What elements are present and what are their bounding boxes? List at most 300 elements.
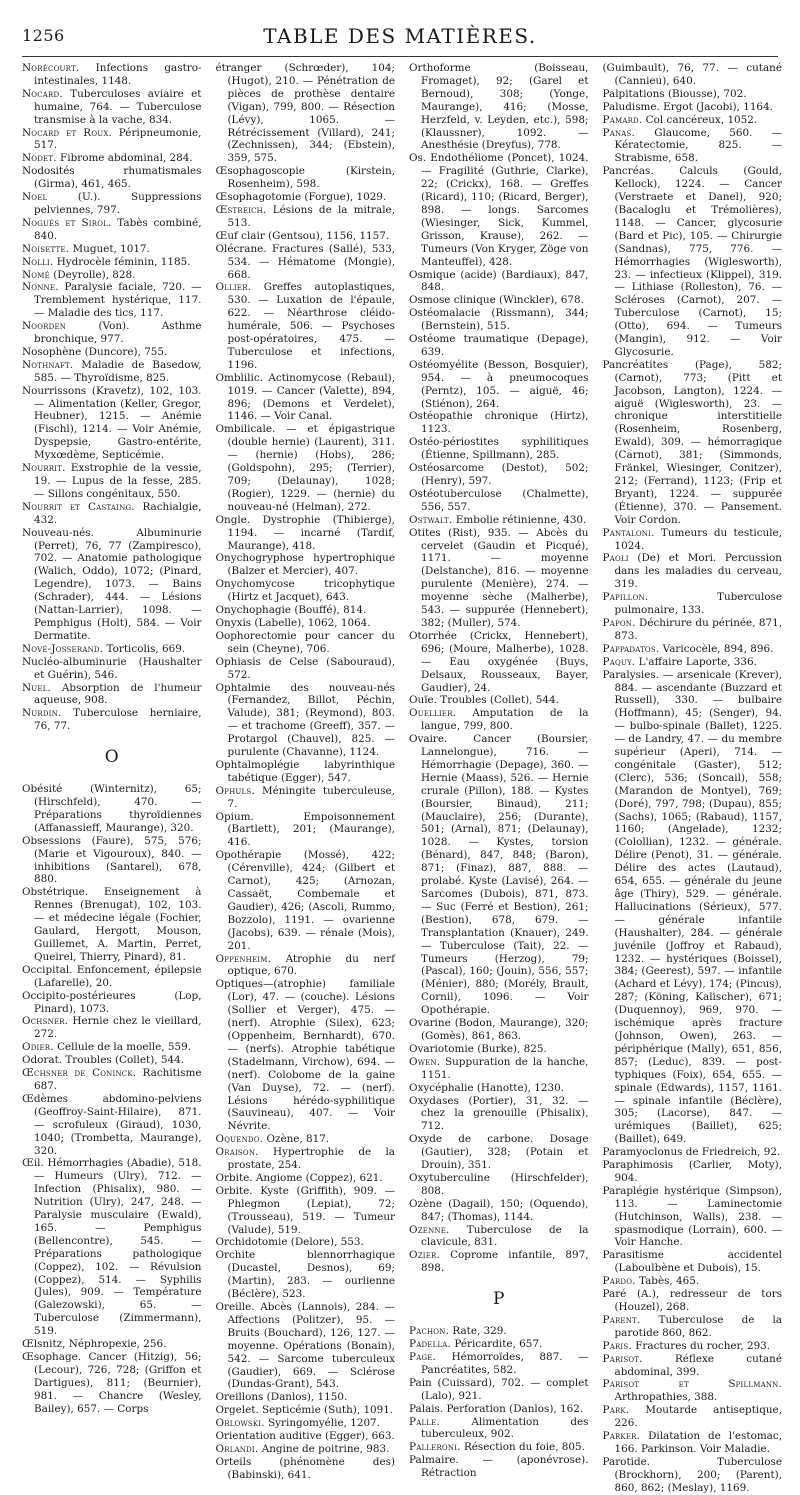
index-entry <box>216 978 396 1133</box>
index-entry-text: Olécrane. Fractures (Sallé), 533, 534. — Hématome (Mongie), 668. <box>215 242 395 281</box>
index-entry <box>22 835 202 887</box>
index-entry <box>22 243 202 256</box>
index-entry <box>409 1249 589 1275</box>
index-entry <box>216 1456 396 1482</box>
index-entry-text: (Von). Asthme bronchique, 977. <box>34 320 202 346</box>
index-entry-name: Palleroni. <box>409 1441 461 1454</box>
index-entry-text: Hydrocèle féminin, 1185. <box>53 255 191 268</box>
index-entry <box>216 281 396 371</box>
index-entry-text: Oreille. Abcès (Lannois), 284. — Affections (Politzer), 95. — Bruits (Bouchard), 126, 127. — moyenne. Opérations (Bonain), 542. — Sarcome tuberculeux (Gaudier), 669. — Sclérose (Dundas-Grant), 543. <box>215 1301 395 1391</box>
index-entry-text: Ozène (Dagail), 150; (Oquendo), 847; (Thomas), 1144. <box>409 1197 589 1223</box>
index-entry-text: Palais. Perforation (Danlos), 162. <box>409 1402 584 1415</box>
index-entry-text: Ouïe. Troubles (Collet), 544. <box>409 694 559 707</box>
index-entry-text: Résection du foie, 805. <box>460 1441 585 1454</box>
index-entry-text: Angine de poitrine, 983. <box>258 1442 390 1455</box>
index-column-1 <box>22 62 202 1415</box>
index-entry-text: Hernie chez le vieillard, 272. <box>34 1015 202 1041</box>
index-entry <box>409 1056 589 1082</box>
index-entry-text: Tuberculose de la clavicule, 831. <box>421 1223 589 1249</box>
index-entry <box>22 320 202 346</box>
index-entry-name: Nourrit. <box>22 462 66 475</box>
index-entry <box>22 165 202 191</box>
index-entry <box>409 462 589 488</box>
index-entry-text: Réflexe cutané abdominal, 399. <box>614 1352 782 1378</box>
index-entry-text: Rachitisme 687. <box>34 1067 202 1092</box>
index-entry-text: Ombilicale. — et épigastrique (double hernie) (Laurent), 311. — (hernie) (Hobs), 286; (Goldspohn), 295; (Terrier), 709; (Delaunay), 1028; (Rogier), 1229. — (hernie) du nouveau-né (Helman), 272. <box>215 423 395 513</box>
index-entry <box>603 1456 783 1495</box>
index-entry <box>409 62 589 152</box>
index-entry <box>409 410 589 436</box>
index-entry-text: Onyxis (Labelle), 1062, 1064. <box>215 616 371 629</box>
index-entry-text: Oreillons (Danlos), 1150. <box>215 1391 348 1404</box>
index-entry <box>22 707 202 733</box>
index-entry <box>603 1185 783 1250</box>
page-header <box>0 20 800 54</box>
index-entry-text: Muguet, 1017. <box>69 242 150 255</box>
index-entry <box>22 1067 202 1093</box>
index-entry-text: Ophtalmie des nouveau-nés (Fernandez, Billot, Péchin, Valude), 381; (Reymond), 803. — et trachome (Greeff), 357. — Protargol (Chauvel), 825. — purulente (Chavanne), 1124. <box>215 681 395 759</box>
index-entry <box>22 385 202 462</box>
page-title: TABLE DES MATIÈRES. <box>263 24 537 48</box>
index-entry <box>409 436 589 462</box>
index-column-3 <box>409 62 589 1480</box>
index-entry <box>22 62 202 88</box>
index-entry <box>216 243 396 282</box>
index-entry-text: Osmique (acide) (Bardiaux), 847, 848. <box>409 268 589 294</box>
index-entry-text: Œuf clair (Gentsou), 1156, 1157. <box>215 229 390 242</box>
index-entry-text: Tabès combiné, 840. <box>34 216 202 242</box>
index-entry-text: Hypertrophie de la prostate, 254. <box>227 1146 395 1172</box>
index-entry <box>22 346 202 359</box>
index-entry <box>22 191 202 217</box>
index-entry-text: Cellule de la moelle, 559. <box>53 1041 192 1054</box>
index-entry <box>603 359 783 527</box>
index-entry <box>216 1236 396 1249</box>
index-entry-text: Orbite. Kyste (Griffith), 909. — Phlegmon (Lepiat), 72; (Trousseau), 519. — Tumeur (Valude), 519. <box>215 1184 395 1236</box>
index-entry-text: Orgelet. Septicémie (Suth), 1091. <box>215 1404 394 1417</box>
index-entry <box>409 514 589 527</box>
index-entry-name: Nuel. <box>22 681 52 694</box>
index-letter-heading: P <box>493 1289 505 1310</box>
index-entry-text: Ovarine (Bodon, Maurange), 320; (Gomès), 861, 863. <box>409 1017 589 1042</box>
index-entry-name: Nonne. <box>22 281 59 294</box>
index-entry-text: Ophtalmoplégie labyrinthique tabétique (Egger), 547. <box>215 758 395 784</box>
index-entry <box>216 204 396 230</box>
index-entry <box>603 1275 783 1288</box>
index-entry-text: Moutarde antiseptique, 226. <box>614 1404 782 1430</box>
index-entry <box>216 1404 396 1417</box>
index-entry-name: Norécourt. <box>22 62 80 74</box>
index-entry-text: Ostéo-périostites syphilitiques (Étienne, Spillmann), 285. <box>409 436 589 462</box>
index-entry-text: Glaucome, 560. — Kératectomie, 825. — Strabisme, 658. <box>614 126 782 165</box>
index-entry-text: Œdèmes abdomino-pelviens (Geoffroy-Saint-Hilaire), 871. — scrofuleux (Giraud), 1030, 1040; (Trombetta, Maurange), 320. <box>22 1092 202 1157</box>
index-entry-name: Ostwalt. <box>409 513 453 526</box>
index-entry <box>409 1416 589 1442</box>
index-entry-name: Orlowski. <box>215 1417 265 1430</box>
index-entry-name: Ollier. <box>215 281 252 294</box>
index-entry <box>22 152 202 165</box>
index-entry-text: Paraplégie hystérique (Simpson), 113. — Laminectomie (Hutchinson, Walls), 238. — spasmodique (Lorrain), 600. — Voir Hanche. <box>602 1184 782 1249</box>
index-entry <box>409 733 589 1017</box>
index-entry <box>409 152 589 268</box>
index-entry <box>22 88 202 127</box>
index-entry-text: Pain (Cuissard), 702. — complet (Lalo), 921. <box>409 1376 589 1402</box>
index-entry-text: Œsophagoscopie (Kirstein, Rosenheim), 598. <box>215 165 395 191</box>
index-entry-text: Ostéomalacie (Rissmann), 344; (Bernstein), 515. <box>409 307 589 333</box>
index-entry <box>216 1133 396 1146</box>
index-entry <box>603 101 783 114</box>
index-entry <box>603 1249 783 1275</box>
index-entry-text: Fibrome abdominal, 284. <box>56 152 193 165</box>
index-entry-name: Pantaloni. <box>602 526 655 539</box>
index-entry <box>22 359 202 385</box>
index-entry <box>22 643 202 656</box>
index-entry-name: Ozenne. <box>409 1223 450 1236</box>
index-entry-text: Onychophagie (Bouffé), 814. <box>215 604 367 617</box>
index-entry-name: Pachon. <box>409 1325 450 1338</box>
index-entry-text: Onychogryphose hypertrophique (Balzer et Mercier), 407. <box>215 552 395 578</box>
index-entry-name: Park. <box>602 1404 630 1417</box>
index-entry-name: Paoli <box>602 552 629 565</box>
index-entry <box>603 669 783 1147</box>
index-entry-name: Papon. <box>602 616 636 629</box>
index-entry-text: Obésité (Winternitz), 65; (Hirschfeld), 470. — Préparations thyroïdiennes (Affanassieff, Maurange), 320. <box>22 783 202 834</box>
index-entry <box>22 656 202 682</box>
index-entry-name: Parisot et Spillmann. <box>602 1378 782 1391</box>
index-letter-heading: O <box>104 747 119 768</box>
index-entry <box>409 1377 589 1403</box>
index-entry-text: Col cancéreux, 1052. <box>642 113 758 126</box>
index-entry-name: Palle. <box>409 1415 440 1428</box>
index-entry-text: Oxyde de carbone. Dosage (Gautier), 328; (Potain et Drouin), 351. <box>409 1133 589 1172</box>
index-entry <box>603 527 783 553</box>
index-entry <box>409 1198 589 1224</box>
index-entry-text: Absorption de l'humeur aqueuse, 908. <box>34 681 202 707</box>
index-entry <box>22 127 202 153</box>
index-entry-text: Tuberculose de la parotide 860, 862. <box>614 1313 782 1339</box>
index-entry <box>216 953 396 979</box>
index-entry <box>22 1093 202 1158</box>
index-entry <box>22 1351 202 1416</box>
index-entry <box>216 62 396 165</box>
index-entry <box>603 88 783 101</box>
index-entry <box>409 294 589 307</box>
index-entry <box>216 1391 396 1404</box>
index-entry-text: Tuberculoses aviaire et humaine, 764. — Tuberculose transmise à la vache, 834. <box>34 87 202 126</box>
index-entry-text: Paralysies. — arsenicale (Krever), 884. — ascendante (Buzzard et Russell), 330. — bulbaire (Hoffmann), 45; (Senger), 94. — bulbo-spinale (Ballet), 1225. — de Landry, 47. — du membre supérieur (Aperi), 714. — congénitale (Gaster), 512; (Clerc), 536; (Soncail), 558; (Marandon de Montyel), 769; (Doré), 797, 798; (Dupau), 855; (Sachs), 1065; (Rabaud), 1157, 1160; (Angelade), 1232; (Colollian), 1232. — générale. Délire (Penot), 31. — générale. Délire des actes (Lautaud), 654, 655. — générale du jeune âge (Thiry), 529. — générale. Hallucinations (Sérieux), 577. — générale infantile (Haushalter), 284. — générale juvénile (Joffroy et Rabaud), 1232. — hystériques (Boissel), 384; (Geerest), 597. — infantile (Achard et Lévy), 174; (Pincus), 287; (Köning, Kalischer), 671; (Duquennoy), 969, 970. — ischémique après fracture (Johnson, Owen), 263. — périphérique (Mally), 651, 856, 857; (Leduc), 839. — post-typhiques (Foix), 654, 655. — spinale (Edwards), 1157, 1161. — spinale infantile (Béclère), 305; (Lacorse), 847. — urémiques (Baillet), 625; (Baillet), 649. <box>602 668 782 1146</box>
index-entry <box>22 462 202 501</box>
index-entry <box>216 759 396 785</box>
index-entry-text: Orteils (phénomène des) (Babinski), 641. <box>215 1455 395 1481</box>
index-entry <box>409 1351 589 1377</box>
index-entry-text: Occipito-postérieures (Lop, Pinard), 1073. <box>22 989 202 1015</box>
index-entry-text: Nosophène (Duncore), 755. <box>22 345 168 358</box>
index-entry <box>603 165 783 359</box>
index-entry <box>409 269 589 295</box>
index-entry-text: Ostéotuberculose (Chalmette), 556, 557. <box>409 487 589 513</box>
index-entry <box>22 269 202 282</box>
index-entry <box>216 423 396 513</box>
index-entry-text: Amputation de la langue, 799, 800. <box>421 707 589 733</box>
index-entry <box>216 617 396 630</box>
index-entry-text: Tabès, 465. <box>635 1275 700 1288</box>
index-entry <box>409 1338 589 1351</box>
index-entry <box>22 886 202 963</box>
index-entry <box>216 191 396 204</box>
index-entry-text: Arthropathies, 388. <box>614 1391 718 1404</box>
index-entry-text: Paré (A.), redresseur de tors (Houzel), 268. <box>602 1288 782 1313</box>
index-entry <box>216 849 396 952</box>
index-entry-name: Nurdin. <box>22 707 62 720</box>
index-entry-text: Syringomyélie, 1207. <box>264 1417 380 1430</box>
index-entry-name: Nolli. <box>22 255 54 268</box>
header-rule <box>22 56 778 57</box>
index-entry-text: Œlsnitz, Néphropexie, 256. <box>22 1338 167 1351</box>
index-entry <box>22 217 202 243</box>
index-entry-name: Paris. <box>602 1339 632 1352</box>
index-entry-text: Nourrissons (Kravetz), 102, 103. — Alimentation (Keller, Gregor, Heubner), 1215. — Anémie (Fischl), 1214. — Voir Anémie, Dyspepsie, Gastro-entérite, Myxœdème, Septicémie. <box>22 384 202 462</box>
index-entry-name: Pamard. <box>602 113 643 126</box>
index-entry-name: Ozier. <box>409 1249 441 1262</box>
index-entry <box>22 1015 202 1041</box>
index-entry <box>216 578 396 604</box>
index-entry-text: Obstétrique. Enseignement à Rennes (Brenugat), 102, 103. — et médecine légale (Fochier, Gaulard, Hergott, Mouson, Guillemet, A. Martin, Perret, Queirel, Thierry, Pinard), 81. <box>22 886 202 963</box>
index-entry <box>216 1146 396 1172</box>
index-entry-text: Opothérapie (Mossé), 422; (Cérenville), 424; (Gilbert et Carnot), 425; (Arnozan, Cassaët, Combemale et Gaudier), 426; (Ascoli, Rummo, Bozzolo), 1191. — ovarienne (Jacobs), 639. — rénale (Mois), 201. <box>215 849 395 952</box>
index-entry-text: Lésions de la mitrale, 513. <box>227 203 395 229</box>
index-entry-text: Œsophagotomie (Forgue), 1029. <box>215 191 387 204</box>
index-entry-text: Oxydases (Portier), 31, 32. — chez la grenouille (Phisalix), 712. <box>409 1094 589 1133</box>
index-entry <box>603 591 783 617</box>
index-entry-text: Péripneumonie, 517. <box>34 126 202 152</box>
index-entry-text: Œsophage. Cancer (Hitzig), 56; (Lecour), 726, 728; (Griffon et Dartigues), 811; (Beurnier), 981. — Chancre (Wesley, Bailey), 657. — Corps <box>22 1351 202 1415</box>
index-entry-text: Ozène, 817. <box>263 1133 330 1146</box>
index-entry-text: (De) et Mori. Percussion dans les maladies du cerveau, 319. <box>614 552 782 591</box>
index-entry <box>603 1314 783 1340</box>
index-entry <box>603 1378 783 1404</box>
index-entry <box>409 694 589 707</box>
index-entry <box>409 1224 589 1250</box>
index-entry <box>22 964 202 990</box>
index-entry-text: Osmose clinique (Winckler), 678. <box>409 294 584 307</box>
index-entry-text: Obsessions (Faure), 575, 576; (Marie et Vigouroux), 840. — inhibitions (Santarel), 678, 880. <box>22 834 202 886</box>
index-entry <box>216 785 396 811</box>
index-entry-text: Occipital. Enfoncement, épilepsie (Lafarelle), 20. <box>22 963 202 989</box>
index-entry <box>603 617 783 643</box>
index-entry-text: Otites (Rist), 935. — Abcès du cervelet (Gaudin et Picqué), 1171. — moyenne (Delstanche), 816. — moyenne purulente (Menière), 274. — moyenne sèche (Malherbe), 543. — suppurée (Hennebert), 382; (Muller), 574. <box>409 526 589 629</box>
index-entry <box>603 127 783 166</box>
index-entry-text: Péricardite, 657. <box>451 1338 543 1351</box>
page-number: 1256 <box>22 26 65 45</box>
index-entry <box>216 630 396 656</box>
index-entry-text: Ostéopathie chronique (Hirtz), 1123. <box>409 410 589 436</box>
index-entry-text: étranger (Schrœder), 104; (Hugot), 210. — Pénétration de pièces de prothèse dentaire (Vigan), 799, 800. — Résection (Lévy), 1065. — Rétrécissement (Villard), 241; (Zechnissen), 344; (Ebstein), 359, 575. <box>215 62 395 165</box>
index-entry <box>216 1185 396 1237</box>
index-entry <box>409 1172 589 1198</box>
index-entry-text: Oxytuberculine (Hirschfelder), 808. <box>409 1171 589 1197</box>
index-entry-name: Nocard et Roux. <box>22 126 113 139</box>
index-entry <box>216 656 396 682</box>
index-entry-text: Oxycéphalie (Hanotte), 1230. <box>409 1081 565 1094</box>
index-entry <box>409 1095 589 1134</box>
index-entry <box>409 630 589 695</box>
index-entry-text: Tuberculose herniaire, 76, 77. <box>34 707 202 733</box>
index-column-2 <box>215 62 396 1481</box>
index-entry-text: (U.). Suppressions pelviennes, 797. <box>34 191 202 216</box>
index-entry-text: L'affaire Laporte, 336. <box>635 655 757 668</box>
index-entry-name: Nourrit et Castaing. <box>22 500 135 513</box>
index-entry-text: Otorrhée (Crickx, Hennebert), 696; (Moure, Malherbe), 1028. — Eau oxygénée (Buys, Delsaux, Rousseaux, Bayer, Gaudier), 24. <box>409 629 589 694</box>
index-entry-text: Ostéosarcome (Destot), 502; (Henry), 597. <box>409 462 589 487</box>
index-entry <box>216 604 396 617</box>
index-entry <box>409 1043 589 1056</box>
index-entry-name: Orlandi. <box>215 1442 259 1455</box>
index-entry-text: Varicocèle, 894, 896. <box>659 642 774 655</box>
index-entry-name: Ouellier. <box>409 707 457 720</box>
index-entry-text: (Deyrolle), 828. <box>49 268 136 281</box>
index-entry-name: Panas. <box>602 126 636 139</box>
index-entry-text: Opium. Empoisonnement (Bartlett), 201; (Maurange), 416. <box>215 810 395 849</box>
index-entry-text: Palpitations (Biousse), 702. <box>602 87 747 100</box>
index-entry-text: Orchidotomie (Delore), 553. <box>215 1236 364 1249</box>
index-entry-text: Hémorroïdes, 887. — Pancréatites, 582. <box>421 1351 589 1376</box>
index-entry-text: Déchirure du périnée, 871, 873. <box>614 616 782 642</box>
index-entry <box>603 1404 783 1430</box>
index-entry <box>22 1157 202 1338</box>
index-entry <box>603 1288 783 1314</box>
index-entry <box>603 1353 783 1379</box>
index-entry-text: Ostéome traumatique (Depage), 639. <box>409 333 589 358</box>
index-entry-text: Atrophie du nerf optique, 670. <box>227 952 395 978</box>
index-entry-name: Pappadatos. <box>602 642 660 655</box>
index-entry <box>22 501 202 527</box>
index-entry <box>603 1146 783 1159</box>
index-entry <box>22 783 202 835</box>
index-entry-text: Os. Endothéliome (Poncet), 1024. — Fragilité (Guthrie, Clarke), 22; (Crickx), 168. — Greffes (Ricard), 110; (Ricard, Berger), 898. — longs. Sarcomes (Wiesinger, Sick, Kummel, Grisson, Krause), 262. — Tumeurs (Von Kryger, Zöge von Manteuffel), 428. <box>409 152 589 268</box>
index-entry-text: Oophorectomie pour cancer du sein (Cheyne), 706. <box>215 629 395 655</box>
index-entry-text: Parasitisme accidentel (Laboulbène et Dubois), 15. <box>602 1249 782 1275</box>
index-entry-text: Orchite blennorrhagique (Ducastel, Desnos), 69; (Martin), 283. — ourlienne (Béclère), 523. <box>215 1249 395 1301</box>
index-entry-text: Optiques—(atrophie) familiale (Lor), 47. — (couche). Lésions (Sollier et Verger), 475. — (nerf). Atrophie (Silex), 623; (Oppenheim, Bernhardt), 670. — (nerfs). Atrophie tabétique (Stadelmann, Virchow), 694. — (nerf). Colobome de la gaine (Van Duyse), 72. — (nerf). Lésions hérédo-syphilitique (Sauvineau), 407. — Voir Névrite. <box>215 978 395 1133</box>
index-entry-text: Rachialgie, 432. <box>34 500 202 526</box>
index-entry <box>409 333 589 359</box>
index-entry-text: Alimentation des tuberculeux, 902. <box>421 1415 589 1441</box>
index-entry-text: Méningite tuberculeuse, 7. <box>227 784 395 810</box>
index-entry-text: Palmaire. — (aponévrose). Rétraction <box>409 1454 589 1480</box>
index-entry-name: Œstreich. <box>215 203 267 216</box>
index-entry-text: Pancréas. Calculs (Gould, Kellock), 1224. — Cancer (Verstraete et Danel), 920; (Bacaloglu et Trémolières), 1148. — Cancer, glycosurie (Bard et Pic), 105. — Chirurgie (Sandnas), 775, 776. — Hémorrhagies (Wiglesworth), 23. — infectieux (Klippel), 319. — Lithiase (Rolleston), 76. — Scléroses (Carnot), 207. — Tuberculose (Carnot), 15; (Otto), 694. — Tumeurs (Mangin), 912. — Voir Glycosurie. <box>602 165 782 358</box>
index-entry-name: Parent. <box>602 1313 641 1326</box>
index-entry <box>22 281 202 320</box>
index-entry-text: Fractures du rocher, 293. <box>631 1339 771 1352</box>
index-entry-text: Torticolis, 669. <box>103 642 186 655</box>
index-entry-text: Paraphimosis (Carlier, Moty), 904. <box>602 1159 782 1184</box>
index-entry-text: Nouveau-nés. Albuminurie (Perret), 76, 77 (Zampiresco), 702. — Anatomie pathologique (Walich, Oddo), 1072; (Pinard, Legendre), 1073. — Bains (Schrader), 444. — Lésions (Nattan-Larrier), 1098. — Pemphigus (Holt), 584. — Voir Dermatite. <box>22 526 202 642</box>
index-entry-text: Pancréatites (Page), 582; (Carnot), 773; (Pitt et Jacobson, Langton), 1224. — aiguë (Wiglesworth), 23. — chronique interstitielle (Rosenheim, Rosenberg, Ewald), 309. — hémorragique (Carnot), 381; (Simmonds, Fränkel, Wiesinger, Conitzer), 212; (Ferrand), 1123; (Frip et Bryant), 1224. — suppurée (Étienne), 370. — Pansement. Voir Cordon. <box>602 358 782 526</box>
index-entry <box>216 1417 396 1430</box>
index-entry-name: Parker. <box>602 1430 641 1443</box>
index-entry-name: Paquy. <box>602 655 636 668</box>
index-entry-text: Rate, 329. <box>449 1325 507 1338</box>
index-entry-text: Embolie rétinienne, 430. <box>452 513 587 526</box>
index-entry-text: Paralysie faciale, 720. — Tremblement hystérique, 117. — Maladie des tics, 117. <box>34 281 202 320</box>
index-entry-text: Ovaire. Cancer (Boursier, Lannelongue), 716. — Hémorrhagie (Depage), 360. — Hernie (Maass), 526. — Hernie crurale (Pillon), 188. — Kystes (Boursier, Binaud), 211; (Mauclaire), 256; (Durante), 501; (Arnal), 871; (Delaunay), 1028. — Kystes, torsion (Bénard), 847, 848; (Baron), 871; (Finaz), 887, 888. — prolabé. Kyste (Lavisé), 264. — Sarcomes (Dubois), 871, 873. — Suc (Ferré et Bestion), 261; (Bestion), 678, 679. — Transplantation (Knauer), 249. — Tuberculose (Tait), 22. — Tumeurs (Herzog), 79; (Pascal), 160; (Jouin), 556, 557; (Ménier), 880; (Morély, Brault, Cornil), 1096. — Voir Opothérapie. <box>409 733 589 1017</box>
index-entry <box>22 1054 202 1067</box>
index-entry-text: Orthoforme (Boisseau, Fromaget), 92; (Garel et Bernoud), 308; (Yonge, Maurange), 416; (Mosse, Herzfeld, v. Leyden, etc.), 598; (Klaussner), 1092. — Anesthésie (Dreyfus), 778. <box>409 62 589 152</box>
index-entry-name: Oquendo. <box>215 1133 264 1146</box>
index-entry-text: Onychomycose tricophytique (Hirtz et Jacquet), 643. <box>215 578 395 604</box>
index-entry <box>603 114 783 127</box>
index-entry-text: Exstrophie de la vessie, 19. — Lupus de la fesse, 285. — Sillons congénitaux, 550. <box>34 462 202 500</box>
index-entry-name: Owen. <box>409 1055 441 1068</box>
index-entry <box>409 1017 589 1043</box>
index-entry-text: Omblilic. Actinomycose (Rebaul), 1019. — Cancer (Valette), 894, 896; (Demons et Verdelet), 1146. — Voir Canal. <box>215 371 395 423</box>
index-entry-name: Nodet. <box>22 152 57 165</box>
index-entry <box>603 1159 783 1185</box>
index-entry <box>216 1443 396 1456</box>
index-entry-text: Œil. Hémorrhagies (Abadie), 518. — Humeurs (Ulry), 712. — Infection (Phisalix), 980. — Nutrition (Ulry), 247, 248. — Paralysie musculaire (Ewald), 165. — Pemphigus (Bellencontre), 545. — Préparations pathologique (Coppez), 102. — Révulsion (Coppez), 514. — Syphilis (Jules), 909. — Température (Galezowski), 65. — Tuberculose (Zimmermann), 519. <box>22 1157 202 1338</box>
index-entry-name: Nomé <box>22 268 50 281</box>
index-entry-text: Nucléo-albuminurie (Haushalter et Guérin), 546. <box>22 655 202 681</box>
index-entry-text: Parotide. Tuberculose (Brockhorn), 200; (Parent), 860, 862; (Meslay), 1169. <box>602 1455 782 1494</box>
index-entry <box>409 1325 589 1338</box>
index-entry-text: Ostéomyélite (Besson, Bosquier), 954. — à pneumocoques (Perntz), 105. — aiguë, 46; (Stiénon), 264. <box>409 358 589 410</box>
index-entry-name: Noguès et Sirol. <box>22 216 112 229</box>
index-entry <box>603 552 783 591</box>
index-entry-text: Paludisme. Ergot (Jacobi), 1164. <box>602 100 773 113</box>
index-entry <box>603 1340 783 1353</box>
index-entry-text: Infections gastro-intestinales, 1148. <box>34 62 202 87</box>
index-entry-name: Oppenheim. <box>215 952 272 965</box>
index-entry <box>22 256 202 269</box>
index-entry <box>603 656 783 669</box>
index-entry-name: Noorden <box>22 320 67 333</box>
index-entry <box>409 359 589 411</box>
index-entry-name: Oraison. <box>215 1146 259 1159</box>
index-entry <box>216 165 396 191</box>
index-entry-name: Ochsner. <box>22 1015 69 1028</box>
index-entry-text: Dilatation de l'estomac, 166. Parkinson. Voir Maladie. <box>614 1430 782 1455</box>
index-entry <box>603 62 783 88</box>
index-entry-text: (Guimbault), 76, 77. — cutané (Cannieu), 640. <box>602 62 782 87</box>
index-entry-name: Pardo. <box>602 1275 636 1288</box>
index-entry <box>216 682 396 759</box>
index-entry <box>216 552 396 578</box>
index-entry <box>216 372 396 424</box>
index-entry-text: Ongle. Dystrophie (Thibierge), 1194. — incarné (Tardif, Maurange), 418. <box>215 513 395 552</box>
index-entry-text: Tuberculose pulmonaire, 133. <box>614 591 782 617</box>
index-entry-name: Nothnaft. <box>22 358 74 371</box>
index-entry-name: Ophuls. <box>215 784 255 797</box>
index-entry <box>22 1338 202 1351</box>
index-column-4 <box>602 62 783 1494</box>
index-entry <box>216 514 396 553</box>
index-entry-text: Nodosités rhumatismales (Girma), 461, 465. <box>22 165 202 191</box>
index-entry-name: Noisette. <box>22 242 70 255</box>
index-entry <box>409 1441 589 1454</box>
index-entry-name: Nové-Josserand. <box>22 642 104 655</box>
index-entry-name: Parisot. <box>602 1352 643 1365</box>
index-entry <box>22 1041 202 1054</box>
index-entry-name: Œchsner de Coninck. <box>22 1067 137 1080</box>
index-entry-text: Orientation auditive (Egger), 663. <box>215 1430 395 1443</box>
index-entry-text: Ophiasis de Celse (Sabouraud), 572. <box>215 655 395 681</box>
index-entry <box>409 1403 589 1416</box>
index-entry <box>216 1172 396 1185</box>
index-entry-name: Padella. <box>409 1338 452 1351</box>
index-entry-name: Page. <box>409 1351 437 1363</box>
index-entry-text: Greffes autoplastiques, 530. — Luxation de l'épaule, 622. — Néarthrose cléido-humérale, 506. — Psychoses post-opératoires, 475. — Tuberculose et infections, 1196. <box>227 281 395 371</box>
